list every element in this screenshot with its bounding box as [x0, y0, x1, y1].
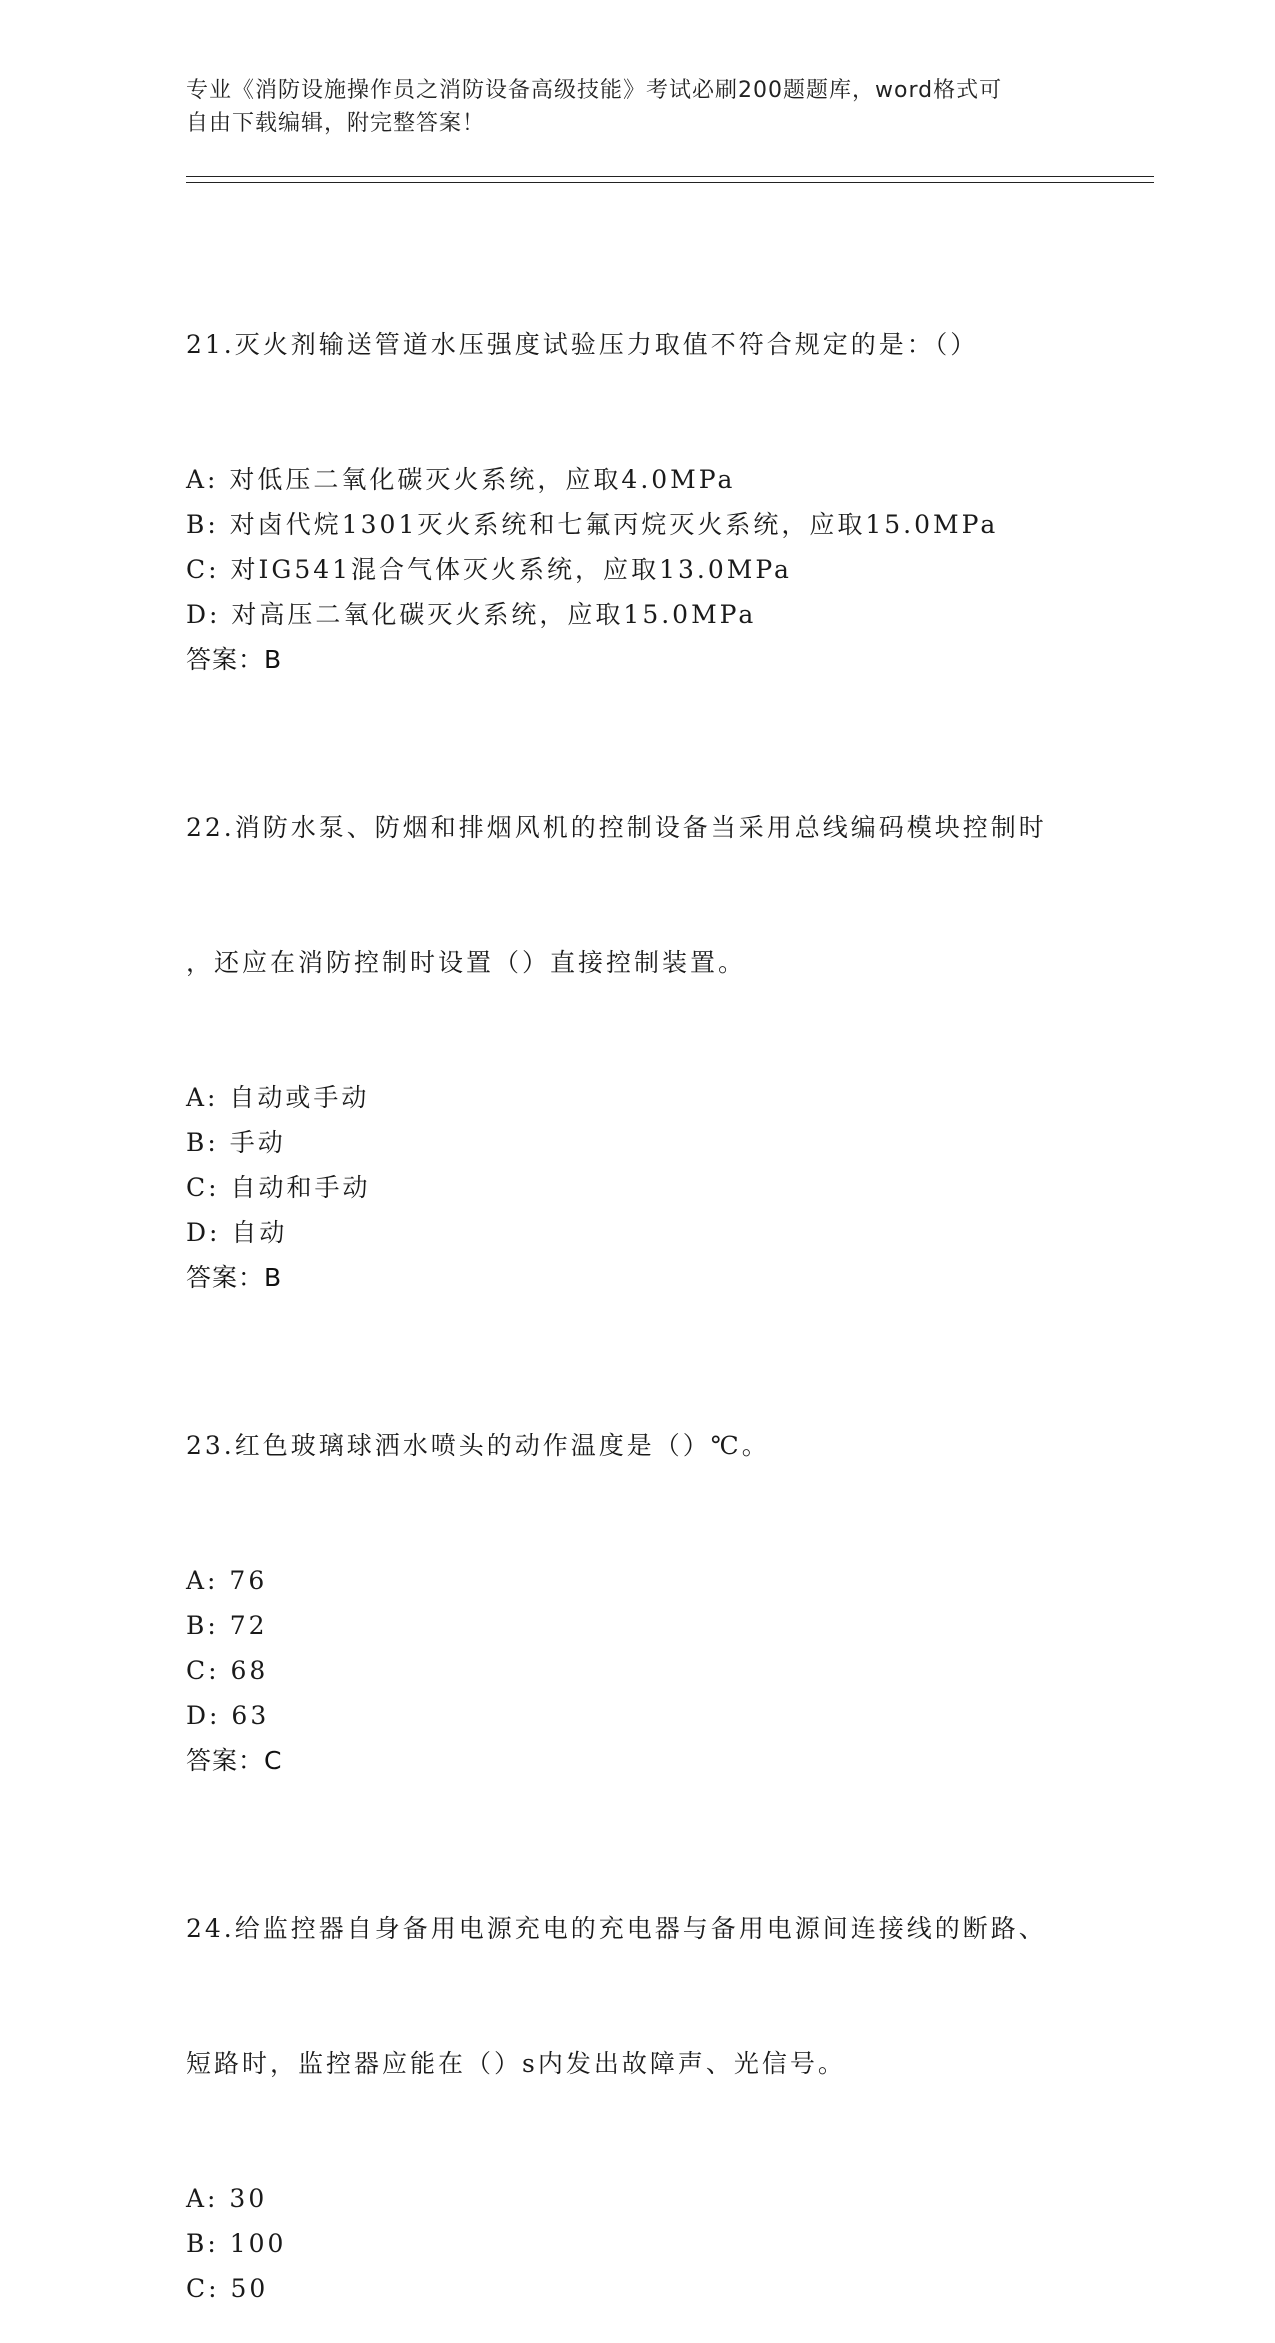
document-header — [186, 74, 1076, 140]
answer: 答案：B — [186, 645, 283, 674]
option-c: C: 50 — [186, 2274, 269, 2303]
option-c: C: 68 — [186, 1656, 269, 1685]
option-a: A: 对低压二氧化碳灭火系统，应取4.0MPa — [186, 465, 736, 494]
option-b: B: 对卤代烷1301灭火系统和七氟丙烷灭火系统，应取15.0MPa — [186, 510, 999, 539]
option-b: B: 100 — [186, 2229, 287, 2258]
option-a: A: 30 — [186, 2184, 268, 2213]
header-rule-top — [186, 176, 1154, 177]
question-text: 24.给监控器自身备用电源充电的充电器与备用电源间连接线的断路、 短路时，监控器应能在（）s内发出故障声、光信号。 — [186, 1914, 1047, 2078]
question-text: 22.消防水泵、防烟和排烟风机的控制设备当采用总线编码模块控制时 ，还应在消防控制时设置（）直接控制装置。 — [186, 813, 1047, 977]
question-22 — [186, 715, 1086, 1301]
option-d: D: 对高压二氧化碳灭火系统，应取15.0MPa — [186, 600, 757, 629]
question-21 — [186, 232, 1086, 683]
header-line-1: 专业《消防设施操作员之消防设备高级技能》考试必刷200题题库，word格式可 — [186, 78, 1003, 103]
option-d: D: 自动 — [186, 1218, 288, 1247]
option-c: C: 自动和手动 — [186, 1173, 371, 1202]
option-b: B: 手动 — [186, 1128, 286, 1157]
question-24 — [186, 1816, 1086, 2311]
question-list — [186, 232, 1086, 2343]
option-b: B: 72 — [186, 1611, 268, 1640]
answer: 答案：B — [186, 1263, 283, 1292]
question-text: 23.红色玻璃球洒水喷头的动作温度是（）℃。 — [186, 1431, 770, 1460]
option-a: A: 自动或手动 — [186, 1083, 370, 1112]
option-d: D: 63 — [186, 1701, 270, 1730]
option-a: A: 76 — [186, 1566, 268, 1595]
header-line-2: 自由下载编辑，附完整答案！ — [186, 111, 486, 136]
question-text: 21.灭火剂输送管道水压强度试验压力取值不符合规定的是：（） — [186, 330, 979, 359]
option-c: C: 对IG541混合气体灭火系统，应取13.0MPa — [186, 555, 792, 584]
question-23 — [186, 1333, 1086, 1784]
header-rule-bottom — [186, 182, 1154, 183]
answer: 答案：C — [186, 1746, 283, 1775]
